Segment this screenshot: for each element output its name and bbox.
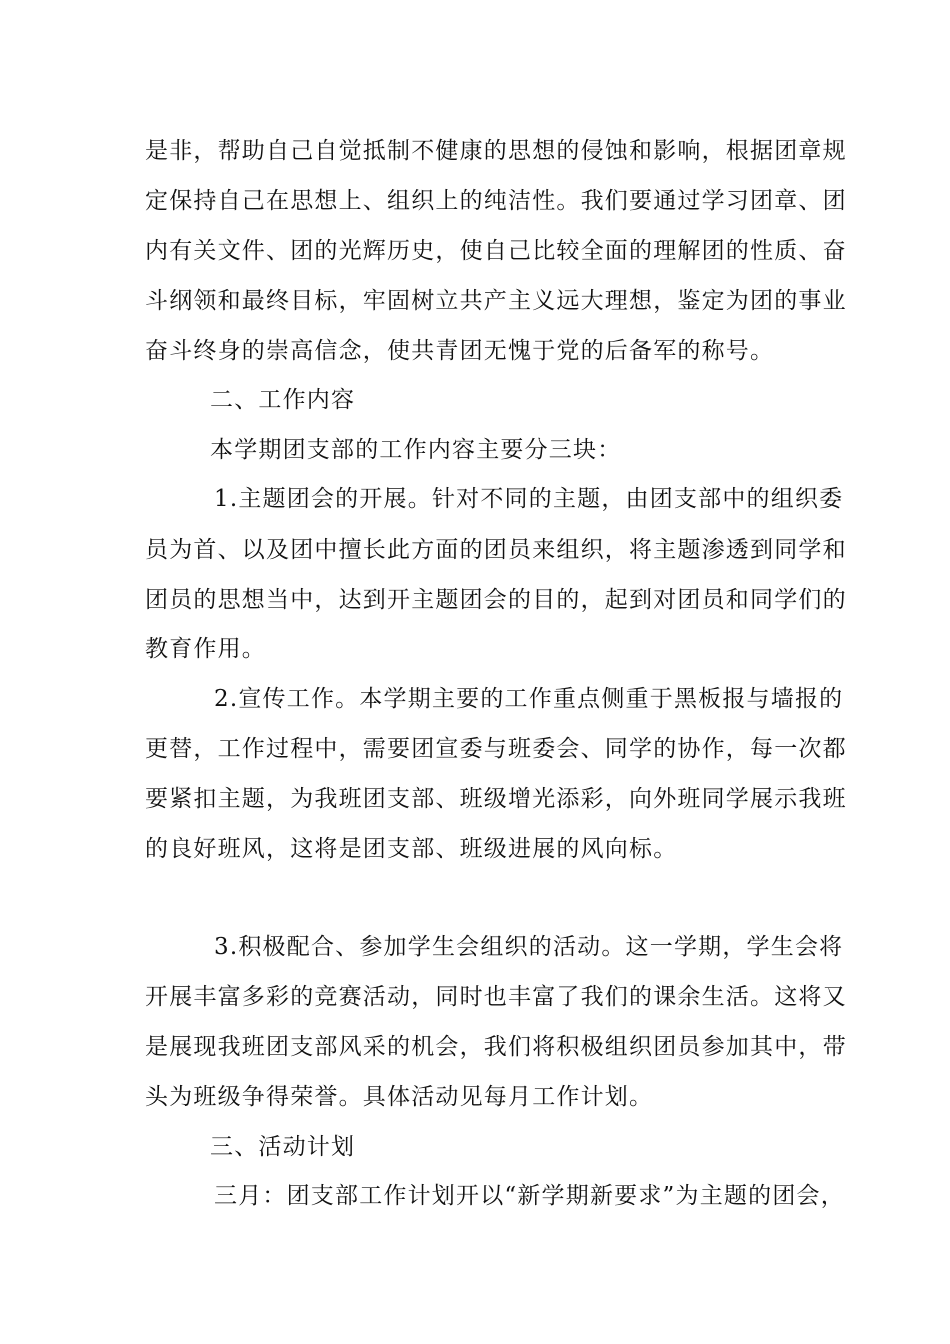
list-item: 1.主题团会的开展。针对不同的主题，由团支部中的组织委 — [214, 486, 844, 512]
text-line: 是展现我班团支部风采的机会，我们将积极组织团员参加其中，带 — [145, 1034, 847, 1060]
text-line: 本学期团支部的工作内容主要分三块： — [210, 437, 622, 463]
list-item: 2.宣传工作。本学期主要的工作重点侧重于黑板报与墙报的 — [214, 686, 844, 712]
section-heading: 三、活动计划 — [210, 1134, 356, 1160]
text-line: 奋斗终身的崇高信念，使共青团无愧于党的后备军的称号。 — [145, 338, 775, 364]
text-line: 员为首、以及团中擅长此方面的团员来组织，将主题渗透到同学和 — [145, 537, 847, 563]
text-line: 内有关文件、团的光辉历史，使自己比较全面的理解团的性质、奋 — [145, 238, 847, 264]
text-line: 开展丰富多彩的竞赛活动，同时也丰富了我们的课余生活。这将又 — [145, 984, 847, 1010]
list-item: 3.积极配合、参加学生会组织的活动。这一学期，学生会将 — [214, 934, 844, 960]
text-line: 团员的思想当中，达到开主题团会的目的，起到对团员和同学们的 — [145, 587, 847, 613]
text-line: 的良好班风，这将是团支部、班级进展的风向标。 — [145, 836, 678, 862]
text-line: 是非，帮助自己自觉抵制不健康的思想的侵蚀和影响，根据团章规 — [145, 138, 847, 164]
text-line: 头为班级争得荣誉。具体活动见每月工作计划。 — [145, 1084, 654, 1110]
text-line: 斗纲领和最终目标，牢固树立共产主义远大理想，鉴定为团的事业 — [145, 288, 847, 314]
text-line: 定保持自己在思想上、组织上的纯洁性。我们要通过学习团章、团 — [145, 188, 847, 214]
section-heading: 二、工作内容 — [210, 387, 356, 413]
text-line: 三月：团支部工作计划开以“新学期新要求”为主题的团会， — [214, 1183, 845, 1209]
text-line: 要紧扣主题，为我班团支部、班级增光添彩，向外班同学展示我班 — [145, 786, 847, 812]
text-line: 更替，工作过程中，需要团宣委与班委会、同学的协作，每一次都 — [145, 736, 847, 762]
text-line: 教育作用。 — [145, 636, 266, 662]
